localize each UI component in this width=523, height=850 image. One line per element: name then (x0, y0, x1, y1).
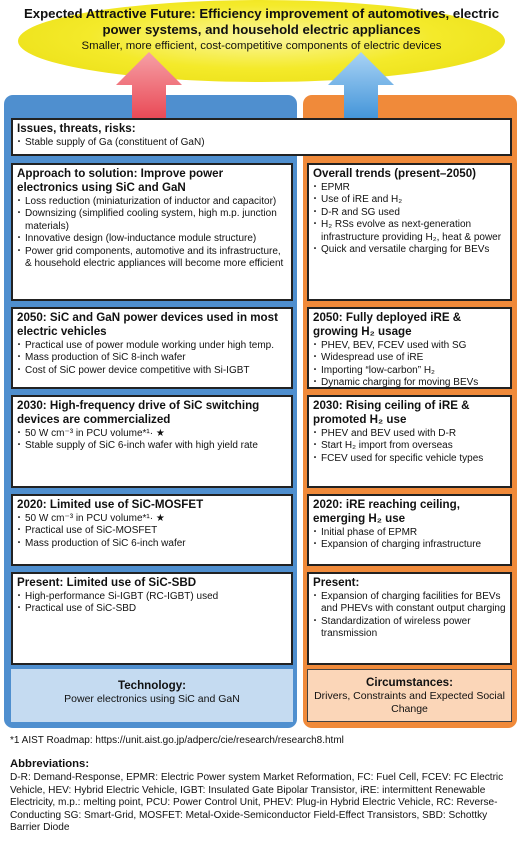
right-2020-box (307, 494, 512, 566)
footnote: *1 AIST Roadmap: https://unit.aist.go.jp/adperc/cie/research/research8.html (10, 735, 344, 746)
box-title: 2020: Limited use of SiC-MOSFET (17, 498, 204, 511)
box-item: ・ Start H₂ import from overseas (313, 440, 506, 452)
box-item: ・ Innovative design (low-inductance module structure) (17, 233, 287, 245)
box-item: ・ Expansion of charging facilities for BEVs and PHEVs with constant output charging (313, 591, 506, 616)
box-item: ・ PHEV, BEV, FCEV used with SG (313, 340, 506, 352)
left-2050-box (11, 307, 293, 389)
box-item: ・ Downsizing (simplified cooling system, high m.p. junction materials) (17, 208, 287, 233)
footer-text: Power electronics using SiC and GaN (64, 693, 240, 705)
box-title: 2050: Fully deployed iRE & growing H₂ usage (313, 311, 462, 338)
box-title: 2050: SiC and GaN power devices used in most electric vehicles (17, 311, 278, 338)
box-item: ・ Stable supply of SiC 6-inch wafer with high yield rate (17, 440, 287, 452)
overall-trends-box (307, 163, 512, 301)
box-item: ・ High-performance Si-IGBT (RC-IGBT) used (17, 591, 287, 603)
footer-text: Drivers, Constraints and Expected Social Change (314, 690, 505, 715)
box-title: Overall trends (present–2050) (313, 167, 477, 180)
box-item: ・ Power grid components, automotive and its infrastructure, & household electric appliances will become more efficient (17, 246, 287, 271)
box-item: ・ FCEV used for specific vehicle types (313, 453, 506, 465)
right-2050-box (307, 307, 512, 389)
box-item: ・ PHEV and BEV used with D-R (313, 428, 506, 440)
left-2030-box (11, 395, 293, 488)
issues-item: ・ Stable supply of Ga (constituent of GaN) (17, 137, 506, 149)
box-item: ・ Dynamic charging for moving BEVs (313, 377, 506, 389)
future-subtitle: Smaller, more efficient, cost-competitive components of electric devices (81, 40, 442, 52)
box-item: ・ H₂ RSs evolve as next-generation infrastructure providing H₂, heat & power (313, 219, 506, 244)
box-item: ・ Practical use of SiC-SBD (17, 603, 287, 615)
box-item: ・ Cost of SiC power device competitive with Si-IGBT (17, 365, 287, 377)
footer-title: Circumstances: (366, 676, 453, 689)
box-item: ・ Mass production of SiC 8-inch wafer (17, 352, 287, 364)
box-title: 2020: iRE reaching ceiling, emerging H₂ use (313, 498, 460, 525)
box-item: ・ Widespread use of iRE (313, 352, 506, 364)
box-item: ・ Standardization of wireless power transmission (313, 616, 506, 641)
box-item: ・ 50 W cm⁻³ in PCU volume*¹· ★ (17, 428, 287, 440)
abbreviations-text: D-R: Demand-Response, EPMR: Electric Power system Market Reformation, FC: Fuel Cell, FCEV: FC Electric Vehicle, HEV: Hybrid Electric Vehicle, IGBT: Insulated Gate Bipolar Transistor, iRE: intermittent Renewable Electricity, m.p.: melting point, PCU: Power Control Unit, PHEV: Plug-in Hybrid Electric Vehicle, RC: Reverse-Conducting SG: Smart-Grid, MOSFET: Metal-Oxide-Semiconductor Field-Effect Transistors, SBD: Schottky Barrier Diode (10, 772, 504, 834)
box-title: 2030: Rising ceiling of iRE & promoted H₂ use (313, 399, 470, 426)
red-arrow-icon (116, 52, 182, 125)
box-item: ・ Practical use of power module working under high temp. (17, 340, 287, 352)
box-title: Present: (313, 576, 360, 589)
box-item: ・ Importing “low-carbon” H₂ (313, 365, 506, 377)
box-item: ・ Loss reduction (miniaturization of inductor and capacitor) (17, 196, 287, 208)
issues-title: Issues, threats, risks: (17, 122, 136, 135)
abbreviations-title: Abbreviations: (10, 758, 90, 770)
box-item: ・ Quick and versatile charging for BEVs (313, 244, 506, 256)
box-title: Approach to solution: Improve power electronics using SiC and GaN (17, 167, 224, 194)
box-item: ・ Initial phase of EPMR (313, 527, 506, 539)
blue-arrow-icon (328, 52, 394, 125)
left-present-box (11, 572, 293, 665)
box-item: ・ Expansion of charging infrastructure (313, 539, 506, 551)
approach-box (11, 163, 293, 301)
issues-box (11, 118, 512, 156)
right-present-box (307, 572, 512, 665)
right-2030-box (307, 395, 512, 488)
box-item: ・ Mass production of SiC 6-inch wafer (17, 538, 287, 550)
box-item: ・ D-R and SG used (313, 207, 506, 219)
future-title: Expected Attractive Future: Efficiency improvement of automotives, electric power systems, and household electric appliances (23, 6, 500, 37)
circumstances-footer (307, 669, 512, 722)
technology-footer (11, 669, 293, 722)
box-item: ・ Use of iRE and H₂ (313, 194, 506, 206)
box-title: 2030: High-frequency drive of SiC switching devices are commercialized (17, 399, 260, 426)
left-2020-box (11, 494, 293, 566)
box-title: Present: Limited use of SiC-SBD (17, 576, 197, 589)
box-item: ・ Practical use of SiC-MOSFET (17, 525, 287, 537)
box-item: ・ EPMR (313, 182, 506, 194)
box-item: ・ 50 W cm⁻³ in PCU volume*¹· ★ (17, 513, 287, 525)
footer-title: Technology: (117, 679, 187, 692)
